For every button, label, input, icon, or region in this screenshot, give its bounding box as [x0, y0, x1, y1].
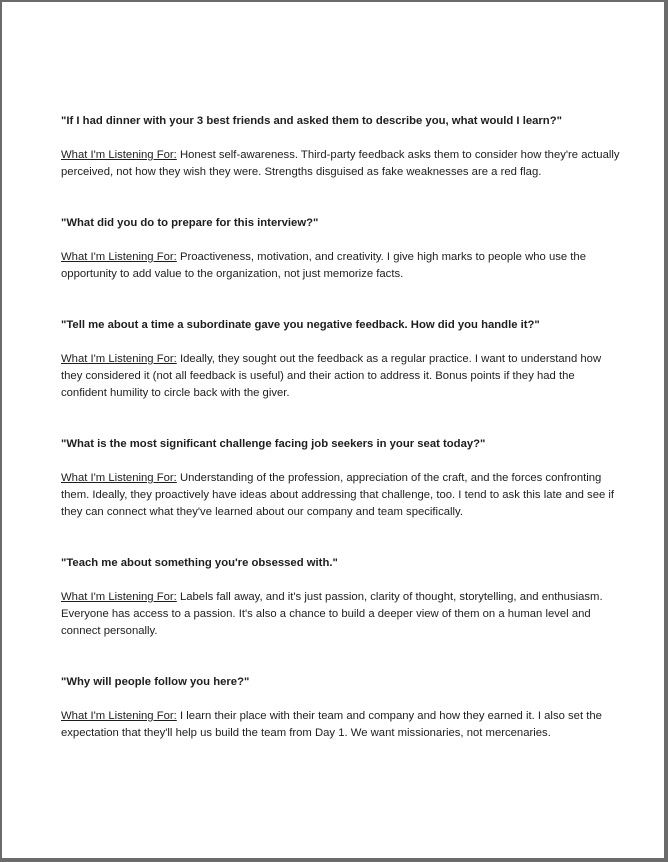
- answer-body: Honest self-awareness. Third-party feedback asks them to consider how they're actually perceived, not how they wish they were. Strengths disguised as fake weaknesses are a red flag.: [61, 149, 620, 178]
- answer-body: Labels fall away, and it's just passion, clarity of thought, storytelling, and enthusiasm. Everyone has access to a passion. It's also a chance to build a deeper view of them on a human level and connect personally.: [61, 591, 603, 637]
- question-text: "Teach me about something you're obsessed with.": [61, 557, 338, 569]
- question-block: [61, 215, 621, 283]
- document-page: [2, 2, 664, 858]
- question-text: "Tell me about a time a subordinate gave you negative feedback. How did you handle it?": [61, 319, 540, 331]
- listening-for-label: What I'm Listening For:: [61, 353, 177, 365]
- listening-for-label: What I'm Listening For:: [61, 472, 177, 484]
- answer-text: [61, 589, 621, 640]
- answer-body: I learn their place with their team and company and how they earned it. I also set the expectation that they'll help us build the team from Day 1. We want missionaries, not mercenaries.: [61, 710, 602, 739]
- question-block: [61, 436, 621, 521]
- question-text: "What is the most significant challenge facing job seekers in your seat today?": [61, 438, 486, 450]
- listening-for-label: What I'm Listening For:: [61, 149, 177, 161]
- question-block: [61, 317, 621, 402]
- question-text: "If I had dinner with your 3 best friends and asked them to describe you, what would I learn?": [61, 115, 562, 127]
- question-text: "What did you do to prepare for this interview?": [61, 217, 319, 229]
- question-block: [61, 674, 621, 742]
- answer-text: [61, 249, 621, 283]
- answer-body: Understanding of the profession, appreciation of the craft, and the forces confronting them. Ideally, they proactively have ideas about addressing that challenge, too. I tend to ask this late and see if they can connect what they've learned about our company and team specifically.: [61, 472, 615, 518]
- listening-for-label: What I'm Listening For:: [61, 710, 177, 722]
- answer-body: Proactiveness, motivation, and creativity. I give high marks to people who use the opportunity to add value to the organization, not just memorize facts.: [61, 251, 586, 280]
- interview-questions: [61, 113, 621, 776]
- question-text: "Why will people follow you here?": [61, 676, 250, 688]
- answer-body: Ideally, they sought out the feedback as a regular practice. I want to understand how they considered it (not all feedback is useful) and their action to address it. Bonus points if they had the confident humility to circle back with the giver.: [61, 353, 602, 399]
- question-block: [61, 555, 621, 640]
- answer-text: [61, 470, 621, 521]
- answer-text: [61, 708, 621, 742]
- question-block: [61, 113, 621, 181]
- answer-text: [61, 351, 621, 402]
- listening-for-label: What I'm Listening For:: [61, 591, 177, 603]
- answer-text: [61, 147, 621, 181]
- listening-for-label: What I'm Listening For:: [61, 251, 177, 263]
